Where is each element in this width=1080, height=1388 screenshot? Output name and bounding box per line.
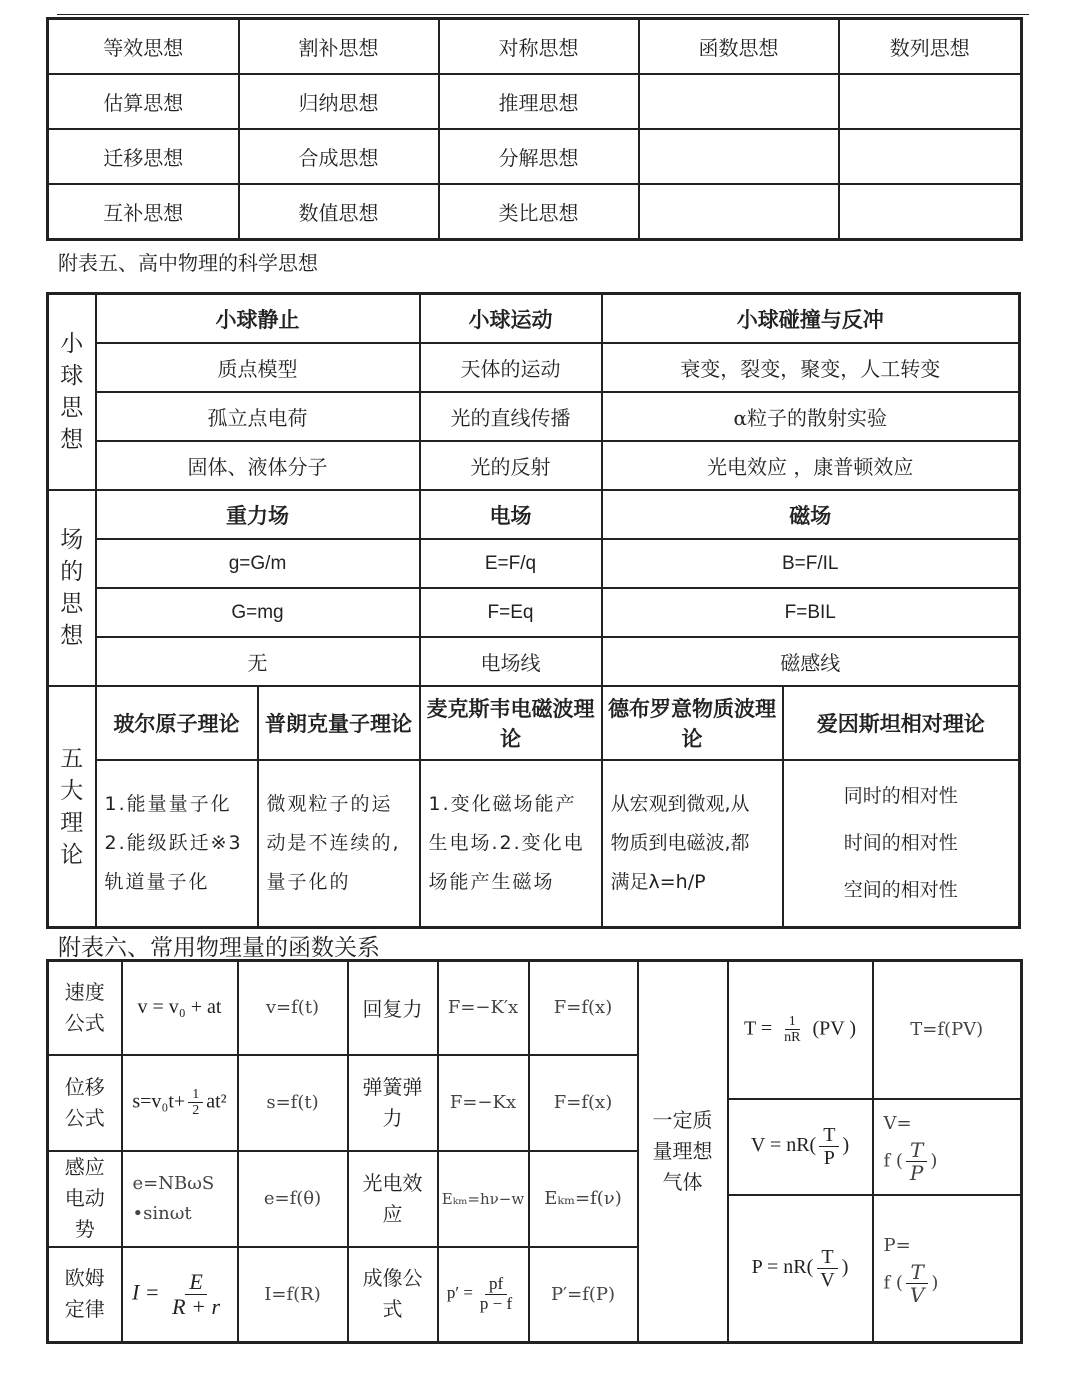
top-rule <box>57 14 1029 15</box>
formula-cell: p′ = $\frac{pf}{p - f}$ <box>438 1247 529 1343</box>
table-row <box>48 539 1020 588</box>
function-cell: s=f(t) <box>238 1055 348 1151</box>
fraction: $\frac{T}{V}$ <box>816 1246 838 1291</box>
header-cell: 德布罗意物质波理论 <box>602 686 783 760</box>
science-thinking-table <box>46 292 1021 929</box>
table-cell: F=BIL <box>602 588 1020 637</box>
table-cell: G=mg <box>96 588 420 637</box>
table-cell: 光电效应 ，康普顿效应 <box>602 441 1020 490</box>
function-cell: Eₖₘ=f(ν) <box>529 1151 638 1247</box>
table-row <box>48 74 1022 129</box>
side-label-ball: 小 球 思 想 <box>48 294 96 491</box>
table-row <box>48 129 1022 184</box>
formula-cell: Eₖₘ=hν−w <box>438 1151 529 1247</box>
table-cell: B=F/IL <box>602 539 1020 588</box>
table-cell: 衰变，裂变，聚变，人工转变 <box>602 343 1020 392</box>
table-cell: 固体、液体分子 <box>96 441 420 490</box>
function-relation-table <box>46 959 1023 1344</box>
table-row <box>48 294 1020 344</box>
table-row <box>48 441 1020 490</box>
label-cell: 回复力 <box>348 961 438 1055</box>
formula-cell: v = v₀ + at <box>122 961 238 1055</box>
formula-cell: P = nR( $\frac{T}{V}$ ) <box>728 1195 873 1343</box>
table-cell: 估算思想 <box>48 74 239 129</box>
table-cell: 从宏观到微观,从 物质到电磁波,都 满足λ=h/P <box>602 760 783 928</box>
table-cell: 分解思想 <box>439 129 639 184</box>
header-cell: 普朗克量子理论 <box>258 686 420 760</box>
table-cell: 割补思想 <box>239 19 439 75</box>
table-cell <box>639 184 839 240</box>
header-cell: 重力场 <box>96 490 420 539</box>
function-cell: P= f ( $\frac{T}{V}$ ) <box>873 1195 1022 1343</box>
table-cell: 电场线 <box>420 637 602 686</box>
table-cell: 天体的运动 <box>420 343 602 392</box>
function-cell: I=f(R) <box>238 1247 348 1343</box>
function-cell: F=f(x) <box>529 961 638 1055</box>
header-cell: 磁场 <box>602 490 1020 539</box>
caption-table-6: 附表六、常用物理量的函数关系 <box>58 935 380 961</box>
table-cell: 光的反射 <box>420 441 602 490</box>
function-cell: v=f(t) <box>238 961 348 1055</box>
side-label-field: 场 的 思 想 <box>48 490 96 686</box>
table-row <box>48 343 1020 392</box>
caption-table-5: 附表五、高中物理的科学思想 <box>58 251 318 275</box>
table-cell <box>839 129 1022 184</box>
table-cell: α粒子的散射实验 <box>602 392 1020 441</box>
label-cell: 成像公 式 <box>348 1247 438 1343</box>
table-cell: 迁移思想 <box>48 129 239 184</box>
table-cell <box>639 129 839 184</box>
table-row <box>48 637 1020 686</box>
table-row <box>48 392 1020 441</box>
table-cell: 1.能量量子化 2.能级跃迁※3 轨道量子化 <box>96 760 258 928</box>
formula-cell: e=NBωS •sinωt <box>122 1151 238 1247</box>
table-cell: 同时的相对性 时间的相对性 空间的相对性 <box>783 760 1020 928</box>
table-cell: 类比思想 <box>439 184 639 240</box>
header-cell: 小球碰撞与反冲 <box>602 294 1020 344</box>
table-cell: 推理思想 <box>439 74 639 129</box>
table-cell: 1.变化磁场能产 生电场.2.变化电 场能产生磁场 <box>420 760 602 928</box>
table-cell: 等效思想 <box>48 19 239 75</box>
formula-cell: V = nR( $\frac{T}{P}$ ) <box>728 1099 873 1195</box>
thinking-methods-table <box>46 17 1023 241</box>
header-cell: 小球静止 <box>96 294 420 344</box>
function-cell: V= f ( $\frac{T}{P}$ ) <box>873 1099 1022 1195</box>
table-cell: 孤立点电荷 <box>96 392 420 441</box>
header-cell: 电场 <box>420 490 602 539</box>
table-cell: 磁感线 <box>602 637 1020 686</box>
table-cell <box>639 74 839 129</box>
function-cell: P′=f(P) <box>529 1247 638 1343</box>
table-cell: 光的直线传播 <box>420 392 602 441</box>
table-row <box>48 686 1020 760</box>
fraction: $\frac{pf}{p - f}$ <box>479 1274 513 1313</box>
formula-cell: F=−K′x <box>438 961 529 1055</box>
label-cell: 光电效 应 <box>348 1151 438 1247</box>
table-cell: 质点模型 <box>96 343 420 392</box>
table-row <box>48 760 1020 928</box>
table-cell: 无 <box>96 637 420 686</box>
function-cell: F=f(x) <box>529 1055 638 1151</box>
fraction: $\frac{T}{P}$ <box>819 1124 839 1169</box>
formula-cell: s=v₀t+ $\frac{1}{2}$ at² <box>122 1055 238 1151</box>
table-cell: 微观粒子的运 动是不连续的, 量子化的 <box>258 760 420 928</box>
header-cell: 麦克斯韦电磁波理论 <box>420 686 602 760</box>
fraction: $\frac{1}{2}$ <box>188 1087 203 1119</box>
label-cell: 欧姆 定律 <box>48 1247 122 1343</box>
formula-cell: F=−Kx <box>438 1055 529 1151</box>
table-cell: 数值思想 <box>239 184 439 240</box>
formula-cell: I = $\frac{E}{R + r}$ <box>122 1247 238 1343</box>
label-cell: 速度 公式 <box>48 961 122 1055</box>
table-cell: E=F/q <box>420 539 602 588</box>
fraction: $\frac{T}{V}$ <box>906 1261 928 1306</box>
table-row <box>48 961 1022 1008</box>
fraction: $\frac{E}{R + r}$ <box>172 1268 221 1319</box>
table-cell <box>839 184 1022 240</box>
table-row <box>48 490 1020 539</box>
table-row <box>48 19 1022 75</box>
table-cell: 归纳思想 <box>239 74 439 129</box>
function-cell: e=f(θ) <box>238 1151 348 1247</box>
formula-cell: T = $\frac{1}{nR}$ (PV ) <box>728 961 873 1099</box>
table-cell: 数列思想 <box>839 19 1022 75</box>
side-label-theory: 五 大 理 论 <box>48 686 96 928</box>
fraction: $\frac{1}{nR}$ <box>784 1013 801 1046</box>
label-cell: 弹簧弹 力 <box>348 1055 438 1151</box>
table-cell: 互补思想 <box>48 184 239 240</box>
table-cell: F=Eq <box>420 588 602 637</box>
label-cell: 一定质 量理想 气体 <box>638 961 728 1343</box>
table-row <box>48 588 1020 637</box>
header-cell: 小球运动 <box>420 294 602 344</box>
table-row <box>48 184 1022 240</box>
table-cell <box>839 74 1022 129</box>
label-cell: 位移 公式 <box>48 1055 122 1151</box>
table-cell: 对称思想 <box>439 19 639 75</box>
header-cell: 玻尔原子理论 <box>96 686 258 760</box>
fraction: $\frac{T}{P}$ <box>906 1139 927 1184</box>
table-cell: 函数思想 <box>639 19 839 75</box>
label-cell: 感应 电动 势 <box>48 1151 122 1247</box>
table-cell: g=G/m <box>96 539 420 588</box>
function-cell: T=f(PV) <box>873 961 1022 1099</box>
header-cell: 爱因斯坦相对理论 <box>783 686 1020 760</box>
table-cell: 合成思想 <box>239 129 439 184</box>
